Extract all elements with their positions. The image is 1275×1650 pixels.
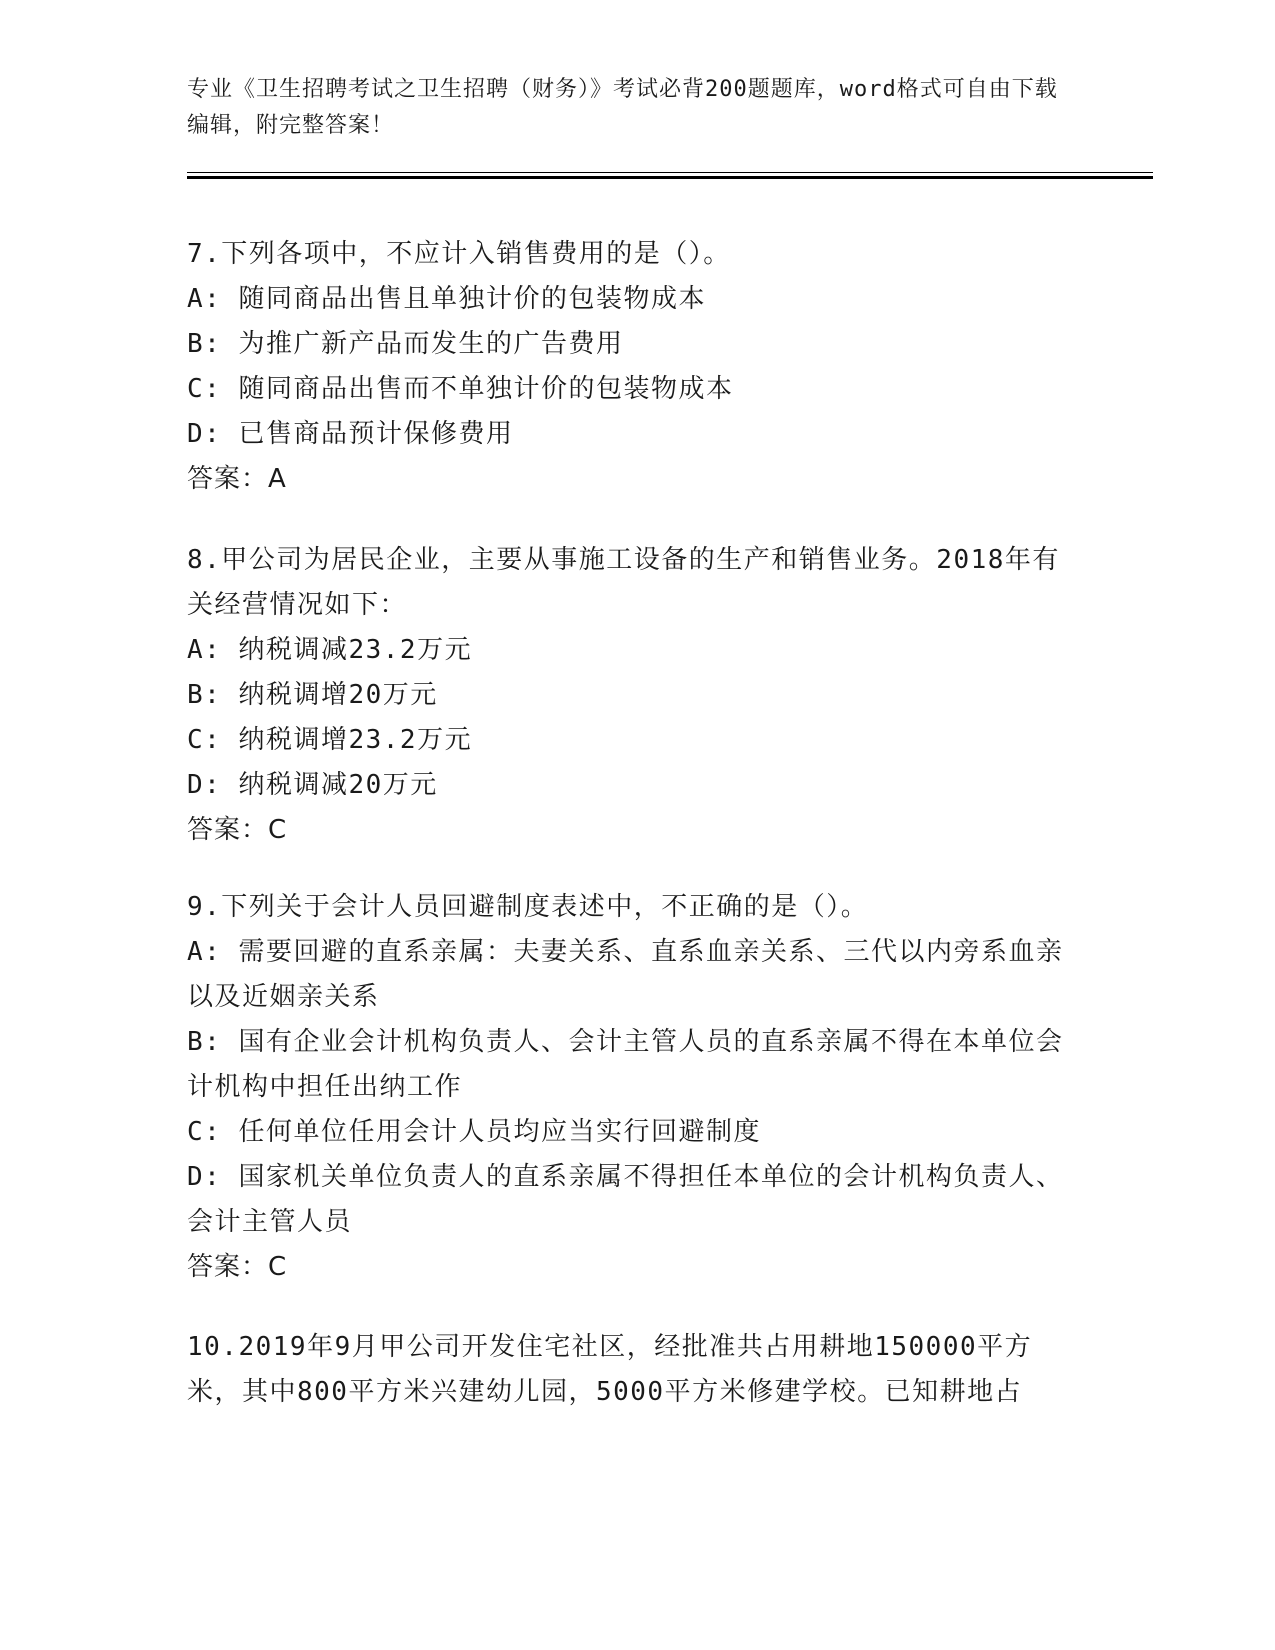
option-a: A: 纳税调减23.2万元 [187, 635, 473, 665]
question-10 [187, 1325, 1067, 1415]
option-d: D: 纳税调减20万元 [187, 770, 438, 800]
option-b: B: 为推广新产品而发生的广告费用 [187, 329, 624, 359]
option-a: A: 需要回避的直系亲属：夫妻关系、直系血亲关系、三代以内旁系血亲以及近姻亲关系 [187, 937, 1064, 1012]
question-8 [187, 538, 1067, 853]
option-c: C: 任何单位任用会计人员均应当实行回避制度 [187, 1117, 761, 1147]
option-c: C: 随同商品出售而不单独计价的包装物成本 [187, 374, 734, 404]
option-b: B: 纳税调增20万元 [187, 680, 438, 710]
question-stem: 8.甲公司为居民企业，主要从事施工设备的生产和销售业务。2018年有关经营情况如下： [187, 545, 1060, 620]
question-7 [187, 232, 1067, 502]
question-9 [187, 885, 1067, 1290]
option-c: C: 纳税调增23.2万元 [187, 725, 473, 755]
option-d: D: 国家机关单位负责人的直系亲属不得担任本单位的会计机构负责人、会计主管人员 [187, 1162, 1064, 1237]
question-stem: 10.2019年9月甲公司开发住宅社区，经批准共占用耕地150000平方米，其中800平方米兴建幼儿园，5000平方米修建学校。已知耕地占 [187, 1332, 1033, 1407]
option-d: D: 已售商品预计保修费用 [187, 419, 514, 449]
header-divider-thick [187, 176, 1153, 179]
answer-line: 答案：C [187, 1252, 288, 1282]
option-a: A: 随同商品出售且单独计价的包装物成本 [187, 284, 706, 314]
header-divider-thin [187, 172, 1153, 173]
question-stem: 7.下列各项中，不应计入销售费用的是（）。 [187, 239, 731, 269]
document-header: 专业《卫生招聘考试之卫生招聘（财务）》考试必背200题题库，word格式可自由下载编辑，附完整答案！ [187, 77, 1058, 138]
question-stem: 9.下列关于会计人员回避制度表述中，不正确的是（）。 [187, 892, 869, 922]
answer-line: 答案：A [187, 464, 287, 494]
answer-line: 答案：C [187, 815, 288, 845]
option-b: B: 国有企业会计机构负责人、会计主管人员的直系亲属不得在本单位会计机构中担任出纳工作 [187, 1027, 1064, 1102]
